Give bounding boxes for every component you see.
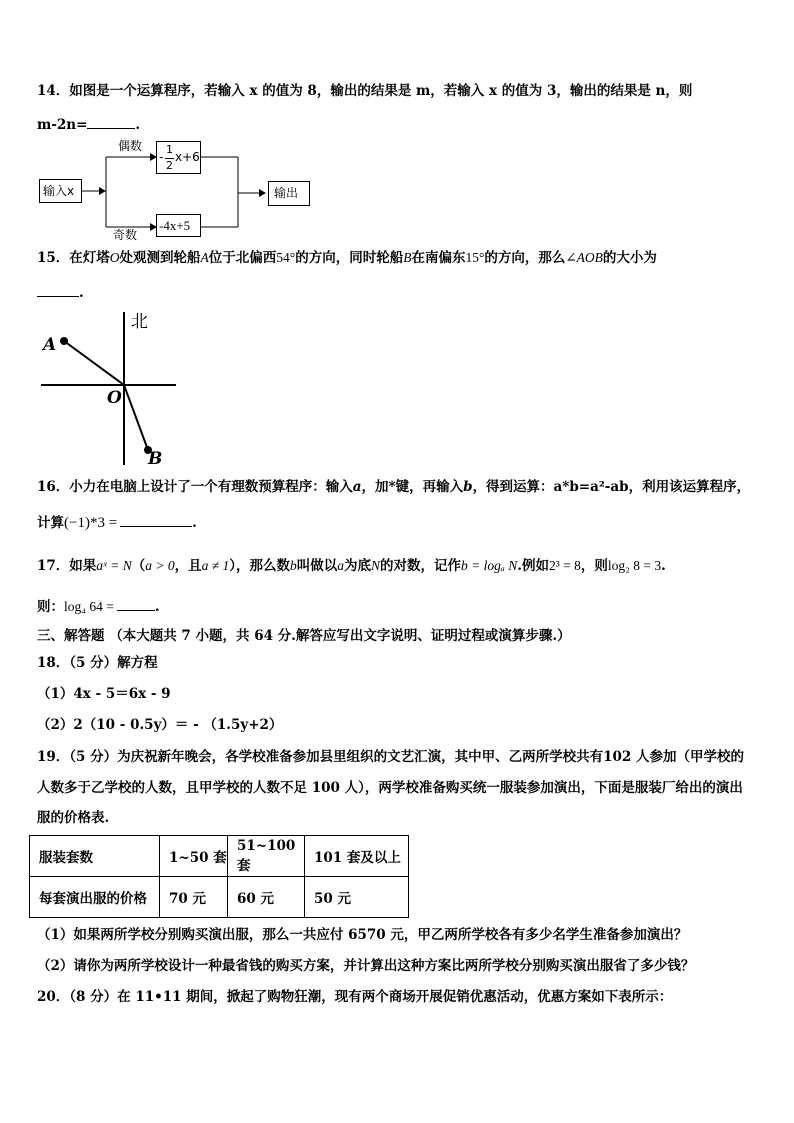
even-frac-den: 2 [166,159,173,172]
answer-blank [120,512,192,527]
q15-text-a: 15．在灯塔 [37,250,110,266]
q16-text-c: ，得到运算：a*b=a²-ab，利用该运算程序， [472,479,751,495]
q16-text-calc: 计算 [37,515,64,531]
table-cell: 每套演出服的价格 [30,877,160,918]
q16-text-a: 16．小力在电脑上设计了一个有理数预算程序：输入 [37,479,353,495]
q17-line1 [37,556,666,576]
q19-sub1: （1）如果两所学校分别购买演出服，那么一共应付 6570 元，甲乙两所学校各有多少名学生准备参加演出？ [37,927,688,943]
q17-text-d: ），那么数 [229,558,291,574]
q19-line3: 服的价格表. [37,810,110,826]
q15-angle2: 15° [465,250,485,265]
q15-var-b: B [403,250,412,265]
q14-line1: 14．如图是一个运算程序，若输入 x 的值为 8，输出的结果是 m，若输入 x 的值为 3，输出的结果是 n，则 [37,83,693,99]
q17-eq4: log₂ 8 = 3 [607,558,662,573]
point-b-label: B [148,449,163,469]
compass-diagram [0,300,200,470]
table-cell: 1~50 套 [160,836,228,877]
even-label: 偶数 [118,139,143,153]
input-box: 输入x [39,179,82,203]
q15-text-b: 处观测到轮船 [119,250,201,266]
even-expr-tail: x+6 [175,150,200,164]
q15-line1 [37,248,657,268]
table-cell: 70 元 [160,877,228,918]
q17-eq3: 2³ = 8 [548,558,581,573]
q17-period: . [154,599,160,615]
q16-var-a: a [352,479,362,495]
table-cell: 服装套数 [30,836,160,877]
section-heading: 三、解答题 （本大题共 7 小题，共 64 分.解答应写出文字说明、证明过程或演算步骤.） [37,628,571,644]
q17-text-a: 17．如果 [37,558,97,574]
price-table [29,835,409,918]
q15-text-e: 在南偏东 [411,250,466,266]
q17-eq5: log₄ 64 = [64,599,114,614]
q19-line2: 人数多于乙学校的人数，且甲学校的人数不足 100 人），两学校准备购买统一服装参加演出，下面是服装厂给出的演出 [37,780,743,796]
q16-text-b: ，加*键，再输入 [361,479,464,495]
q17-eq2: b = logₐ N [461,558,518,573]
table-cell: 60 元 [228,877,305,918]
q15-var-a: A [200,250,209,265]
q16-var-b: b [463,479,473,495]
q17-text-h: .例如 [517,558,549,574]
even-frac-num: 1 [166,143,173,156]
q17-var-n: N [371,558,381,573]
q17-var-b: b [290,558,297,573]
even-expression-box [156,141,201,174]
q17-text-g: 的对数，记作 [380,558,462,574]
answer-blank [37,282,79,297]
q15-text-d: 的方向，同时轮船 [295,250,404,266]
q15-angle-name: ∠AOB [565,250,603,265]
q17-text-b: （ [131,558,146,574]
q16-period: . [192,515,197,531]
q15-text-f: 的方向，那么 [484,250,566,266]
q18-eq1: （1）4x - 5＝6x - 9 [37,686,171,702]
q15-period: . [79,285,84,301]
odd-label: 奇数 [113,228,138,242]
q14-flowchart [0,0,794,250]
odd-expression-box: -4x+5 [156,214,201,237]
q17-line2 [37,596,160,617]
q17-var-a: a [337,558,345,573]
q17-cond1: a > 0 [145,558,175,573]
q15-text-g: 的大小为 [602,250,657,266]
q17-eq1: aˣ = N [96,558,132,573]
q15-figure [0,300,200,470]
q19-line1: 19．（5 分）为庆祝新年晚会，各学校准备参加县里组织的文艺汇演，其中甲、乙两所学校共有102 人参加（甲学校的 [37,749,745,765]
q16-line1 [37,477,750,497]
q15-text-c: 位于北偏西 [208,250,277,266]
point-o-label: O [107,388,122,408]
q20-line1: 20．（8 分）在 11•11 期间，掀起了购物狂潮，现有两个商场开展促销优惠活动，优惠方案如下表所示： [37,989,673,1005]
q16-expression: (−1)*3 = [64,515,118,531]
table-cell: 50 元 [305,877,409,918]
q15-angle1: 54° [276,250,296,265]
answer-blank [117,596,155,611]
flowchart-lines [0,0,794,250]
q17-text-i: ，则 [580,558,608,574]
output-box: 输出 [268,181,310,206]
table-cell: 101 套及以上 [305,836,409,877]
q17-text-c: ，且 [174,558,202,574]
q17-text-j: . [661,558,666,574]
q17-text-e: 叫做以 [296,558,338,574]
q19-sub2: （2）请你为两所学校设计一种最省钱的购买方案，并计算出这种方案比两所学校分别购买演出服省了多少钱？ [37,958,695,974]
q18-eq2: （2）2（10 - 0.5y）＝ - （1.5y+2） [37,717,283,733]
table-row [30,877,409,918]
table-cell: 51~100 套 [228,836,305,877]
table-row [30,836,409,877]
q16-line2 [37,512,197,533]
q17-text-then: 则： [37,599,64,615]
point-a-label: A [43,335,57,355]
even-expr-sign: - [159,150,164,164]
q14-line2-text: m-2n= [37,117,88,133]
q17-cond2: a ≠ 1 [201,558,230,573]
q17-text-f: 为底 [344,558,372,574]
north-label: 北 [131,312,148,332]
q15-var-o: O [109,250,120,265]
q18-title: 18．（5 分）解方程 [37,655,158,671]
q14-period: . [135,117,141,133]
